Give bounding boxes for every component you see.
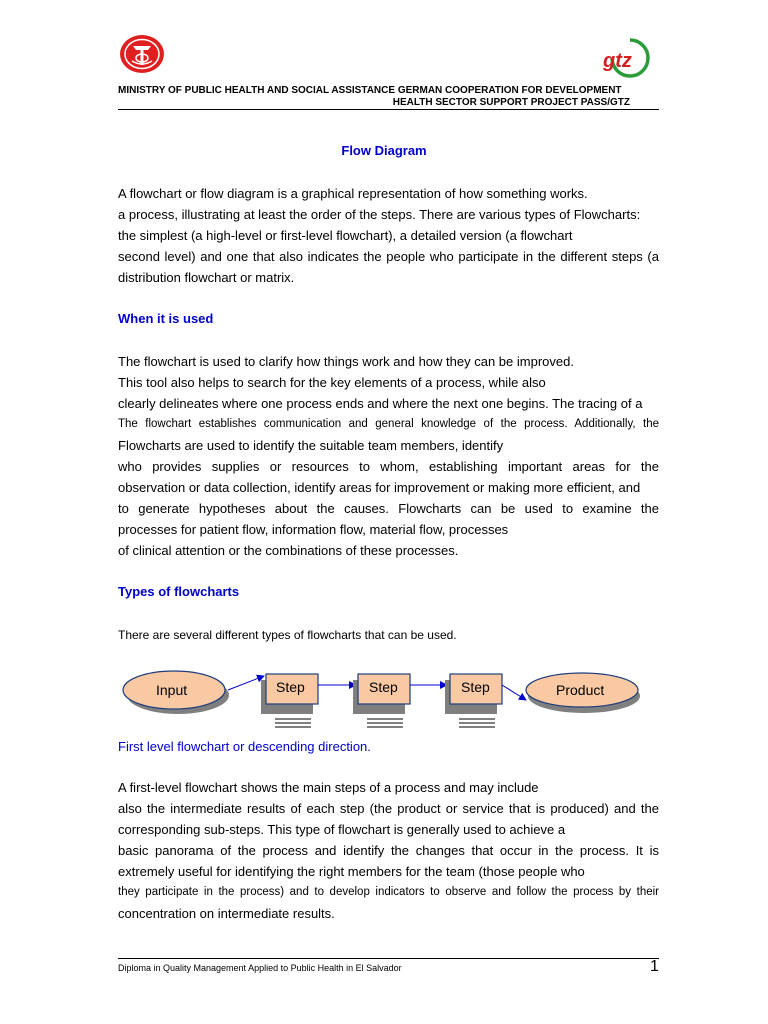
arrow-input-to-step — [228, 676, 264, 690]
first-level-line: extremely useful for identifying the right members for the team (those people who — [118, 864, 585, 879]
page-number: 1 — [650, 958, 659, 975]
flowchart-diagram — [118, 668, 648, 734]
when-line: Flowcharts are used to identify the suitable team members, identify — [118, 438, 504, 453]
gtz-logo — [600, 36, 660, 78]
first-level-line: also the intermediate results of each step (the product or service that is produced) and the — [118, 801, 659, 816]
when-line: to generate hypotheses about the causes. Flowcharts can be used to examine the — [118, 501, 659, 516]
intro-line: distribution flowchart or matrix. — [118, 270, 295, 285]
first-level-line: they participate in the process) and to develop indicators to observe and follow the process by their — [118, 886, 659, 898]
when-line: of clinical attention or the combinations of these processes. — [118, 543, 459, 558]
step-label: Step — [276, 679, 305, 695]
step-label: Step — [369, 679, 398, 695]
when-line: processes for patient flow, information flow, material flow, processes — [118, 522, 509, 537]
when-line: The flowchart is used to clarify how things work and how they can be improved. — [118, 354, 574, 369]
first-level-paragraph — [118, 777, 659, 924]
input-label: Input — [156, 682, 188, 698]
first-level-line: concentration on intermediate results. — [118, 906, 335, 921]
first-level-line: corresponding sub-steps. This type of flowchart is generally used to achieve a — [118, 822, 566, 837]
intro-line: second level) and one that also indicates the people who participate in the different steps (a — [118, 249, 659, 264]
intro-line: A flowchart or flow diagram is a graphical representation of how something works. — [118, 186, 588, 201]
arrow-step-to-product — [502, 685, 526, 700]
footer-rule — [118, 958, 659, 959]
gtz-logo-text: gtz — [603, 50, 632, 72]
step-node — [261, 674, 318, 727]
input-node — [123, 671, 229, 714]
step-node — [353, 674, 410, 727]
footer-text: Diploma in Quality Management Applied to Public Health in El Salvador — [118, 963, 402, 973]
first-level-line: A first-level flowchart shows the main steps of a process and may include — [118, 780, 539, 795]
diagram-caption: First level flowchart or descending direction. — [118, 739, 371, 754]
step-node — [445, 674, 502, 727]
when-line: This tool also helps to search for the key elements of a process, while also — [118, 375, 546, 390]
product-node — [526, 673, 640, 713]
types-heading: Types of flowcharts — [118, 584, 240, 599]
when-line: clearly delineates where one process ends and where the next one begins. The tracing of a — [118, 396, 643, 411]
header-rule — [118, 109, 659, 110]
first-level-line: basic panorama of the process and identify the changes that occur in the process. It is — [118, 843, 659, 858]
intro-paragraph — [118, 183, 659, 288]
when-paragraph — [118, 351, 659, 561]
when-line: observation or data collection, identify areas for improvement or making more efficient, and — [118, 480, 641, 495]
page-title: Flow Diagram — [341, 143, 427, 158]
types-intro-line: There are several different types of flowcharts that can be used. — [118, 628, 457, 642]
intro-line: a process, illustrating at least the order of the steps. There are various types of Flowcharts: — [118, 207, 641, 222]
header-line-1: MINISTRY OF PUBLIC HEALTH AND SOCIAL ASSISTANCE GERMAN COOPERATION FOR DEVELOPMENT — [118, 85, 622, 96]
when-line: who provides supplies or resources to whom, establishing important areas for the — [118, 459, 659, 474]
intro-line: the simplest (a high-level or first-level flowchart), a detailed version (a flowchart — [118, 228, 573, 243]
when-line: The flowchart establishes communication and general knowledge of the process. Additionally, the — [118, 418, 659, 430]
step-label: Step — [461, 679, 490, 695]
when-heading: When it is used — [118, 311, 214, 326]
header-line-2: HEALTH SECTOR SUPPORT PROJECT PASS/GTZ — [392, 97, 630, 108]
types-intro — [118, 625, 659, 646]
product-label: Product — [556, 682, 605, 698]
ministry-seal-logo — [118, 34, 166, 74]
